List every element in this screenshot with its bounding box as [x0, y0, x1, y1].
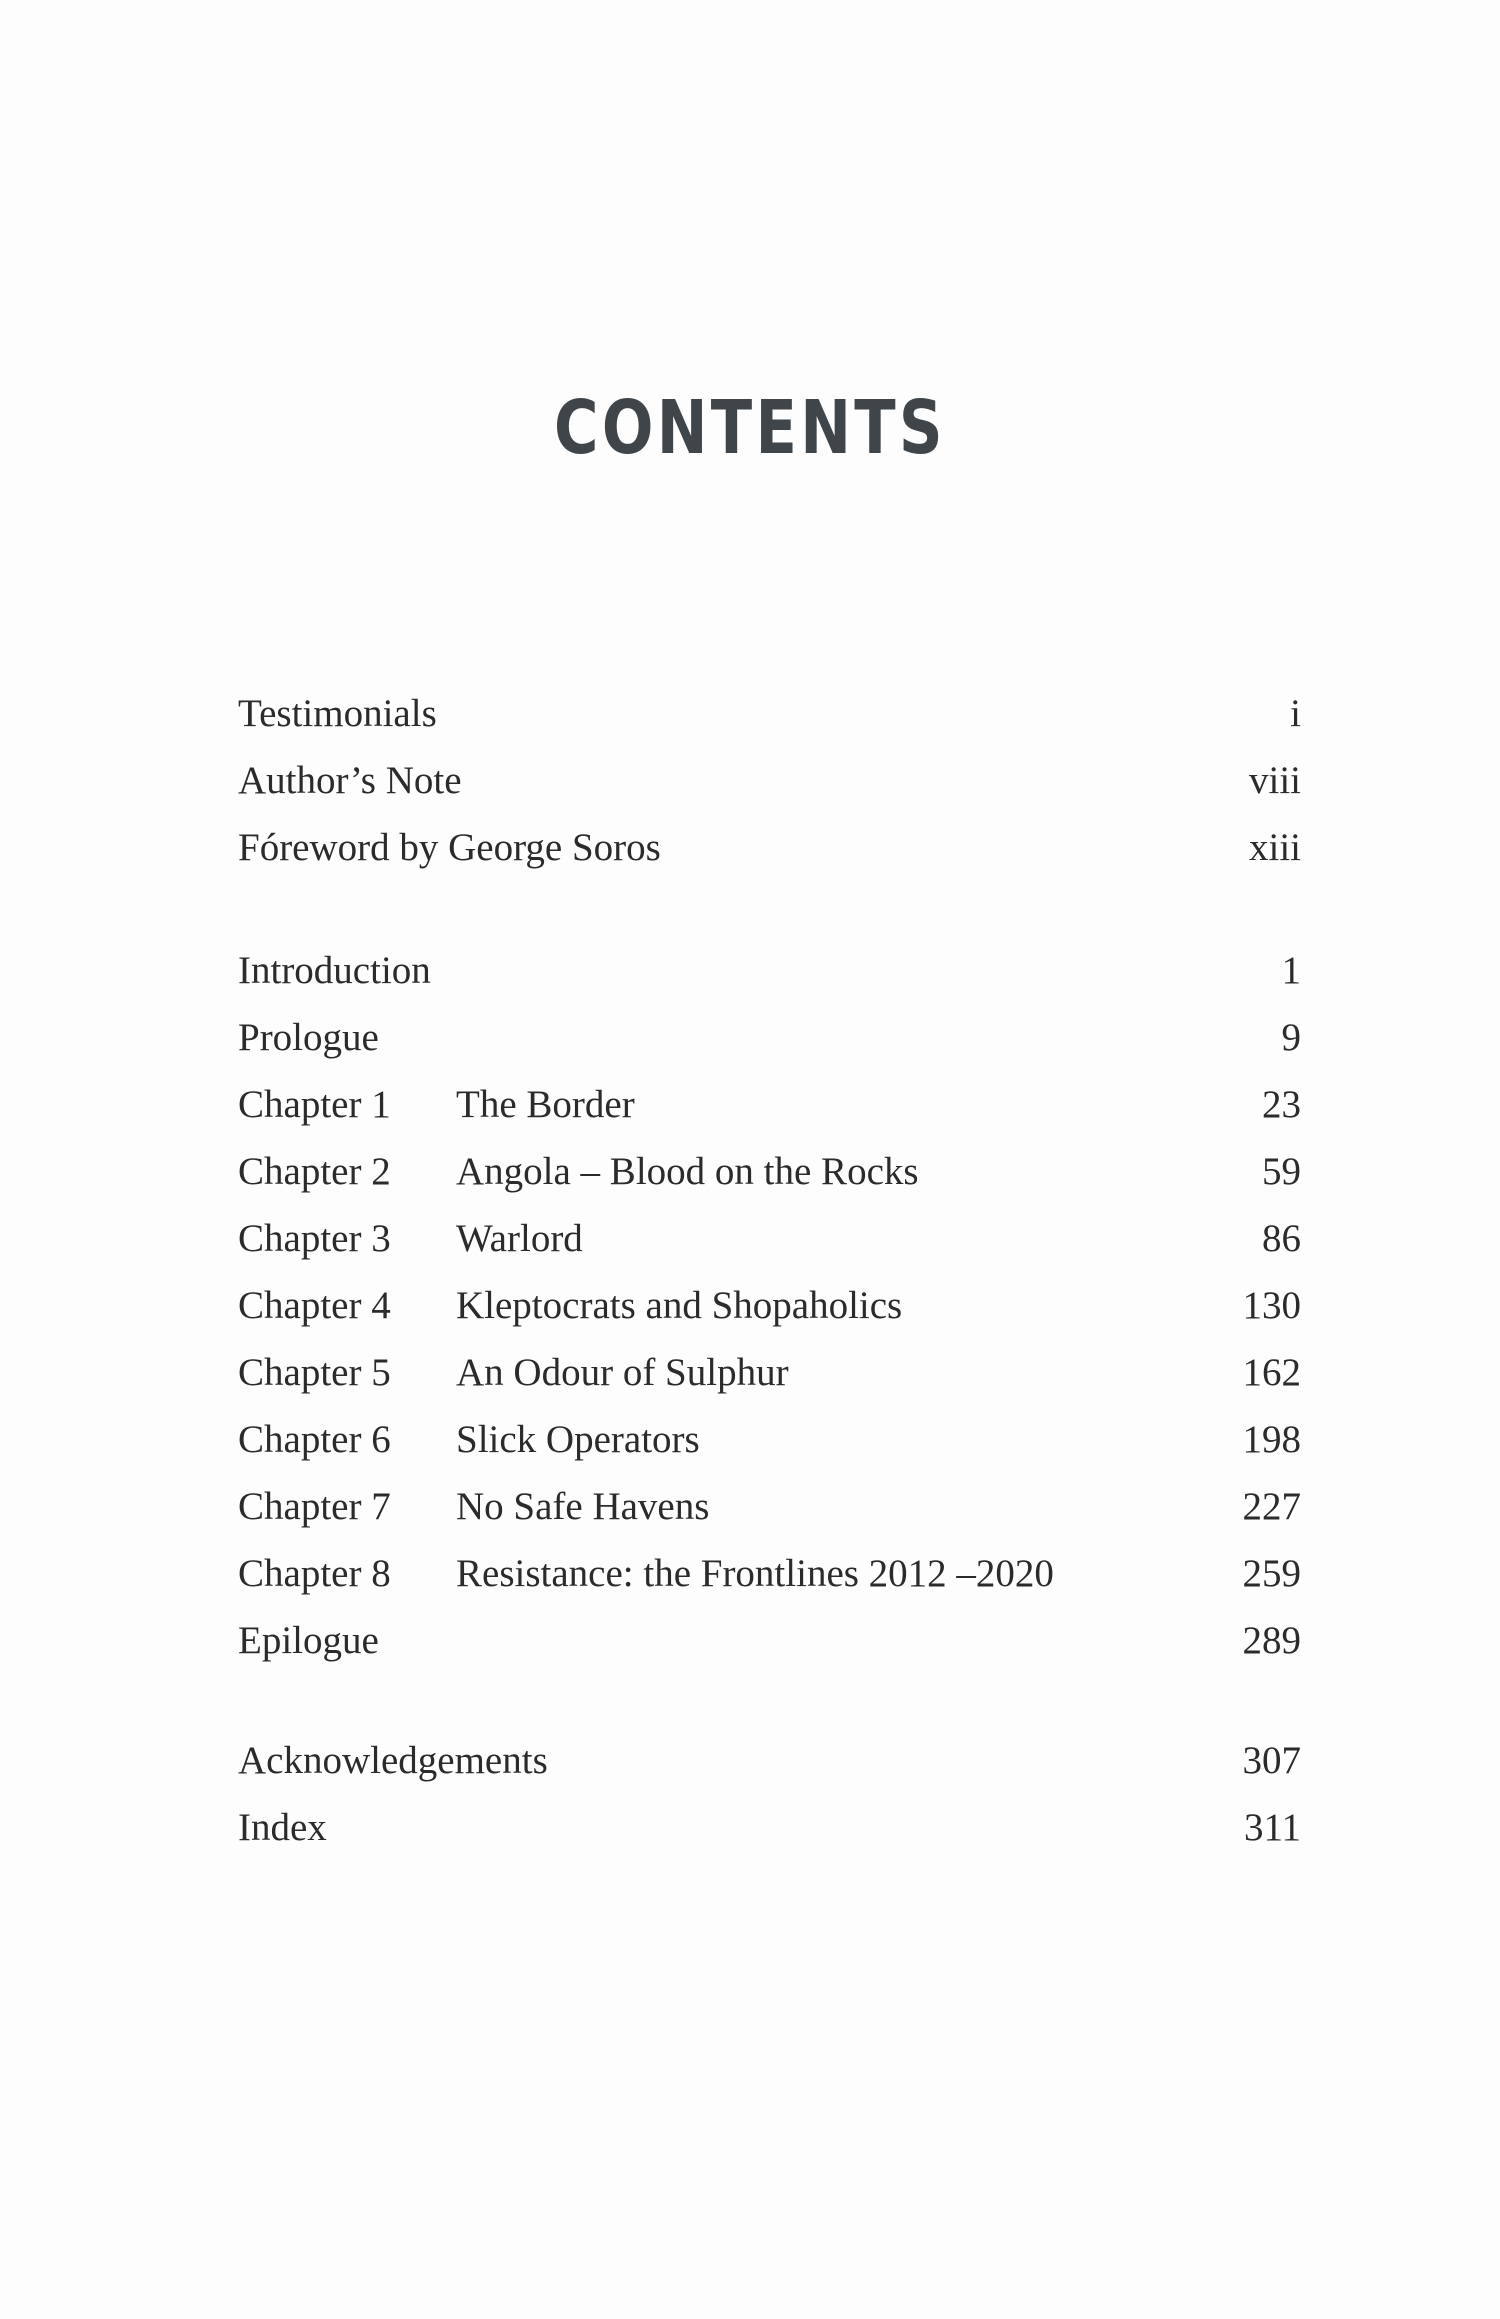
entry-page-number: i: [1290, 692, 1301, 735]
entry-page-number: 198: [1242, 1418, 1301, 1461]
back-matter-list: [238, 1727, 1301, 1861]
toc-entry: [238, 1607, 1301, 1674]
toc-entry: [238, 1205, 1301, 1272]
entry-label: Prologue: [238, 1016, 379, 1059]
entry-page-number: 307: [1242, 1739, 1301, 1782]
entry-label: Testimonials: [238, 692, 437, 735]
toc-entry: [238, 937, 1301, 1004]
entry-title: Warlord: [456, 1217, 583, 1260]
entry-page-number: 1: [1281, 949, 1301, 992]
toc-entry: [238, 1272, 1301, 1339]
entry-page-number: 23: [1262, 1083, 1301, 1126]
entry-page-number: 162: [1242, 1351, 1301, 1394]
entry-page-number: 227: [1242, 1485, 1301, 1528]
toc-entry: [238, 1339, 1301, 1406]
entry-page-number: 289: [1242, 1619, 1301, 1662]
entry-title: Kleptocrats and Shopaholics: [456, 1284, 903, 1327]
entry-label: Chapter 2: [238, 1150, 391, 1193]
entry-page-number: 86: [1262, 1217, 1301, 1260]
entry-label: Chapter 7: [238, 1485, 391, 1528]
toc-entry: [238, 1727, 1301, 1794]
entry-title: An Odour of Sulphur: [456, 1351, 789, 1394]
entry-page-number: xiii: [1248, 826, 1301, 869]
entry-title: Slick Operators: [456, 1418, 700, 1461]
entry-page-number: viii: [1248, 759, 1301, 802]
entry-title: The Border: [456, 1083, 635, 1126]
entry-label: Chapter 4: [238, 1284, 391, 1327]
toc-entry: [238, 1138, 1301, 1205]
entry-label: Introduction: [238, 949, 431, 992]
entry-page-number: 59: [1262, 1150, 1301, 1193]
contents-heading: CONTENTS: [554, 385, 946, 471]
entry-label: Chapter 3: [238, 1217, 391, 1260]
toc-entry: [238, 1071, 1301, 1138]
toc-entry: [238, 1004, 1301, 1071]
entry-label: Chapter 8: [238, 1552, 391, 1595]
entry-label: Chapter 5: [238, 1351, 391, 1394]
entry-label: Acknowledgements: [238, 1739, 548, 1782]
entry-label: Epilogue: [238, 1619, 379, 1662]
entry-title: Angola – Blood on the Rocks: [456, 1150, 919, 1193]
toc-entry: [238, 1473, 1301, 1540]
entry-title: Resistance: the Frontlines 2012 –2020: [456, 1552, 1054, 1595]
entry-page-number: 311: [1243, 1806, 1301, 1849]
entry-page-number: 9: [1281, 1016, 1301, 1059]
entry-label: Chapter 1: [238, 1083, 391, 1126]
toc-entry: [238, 747, 1301, 814]
entry-label: Index: [238, 1806, 327, 1849]
entry-label: Chapter 6: [238, 1418, 391, 1461]
front-matter-list: [238, 680, 1301, 881]
toc-entry: [238, 814, 1301, 881]
toc-entry: [238, 1406, 1301, 1473]
entry-label: Author’s Note: [238, 759, 462, 802]
toc-entry: [238, 680, 1301, 747]
entry-title: No Safe Havens: [456, 1485, 710, 1528]
entry-page-number: 259: [1242, 1552, 1301, 1595]
entry-page-number: 130: [1242, 1284, 1301, 1327]
toc-entry: [238, 1794, 1301, 1861]
toc-entry: [238, 1540, 1301, 1607]
entry-label: Fóreword by George Soros: [238, 826, 661, 869]
main-chapters-list: [238, 937, 1301, 1674]
